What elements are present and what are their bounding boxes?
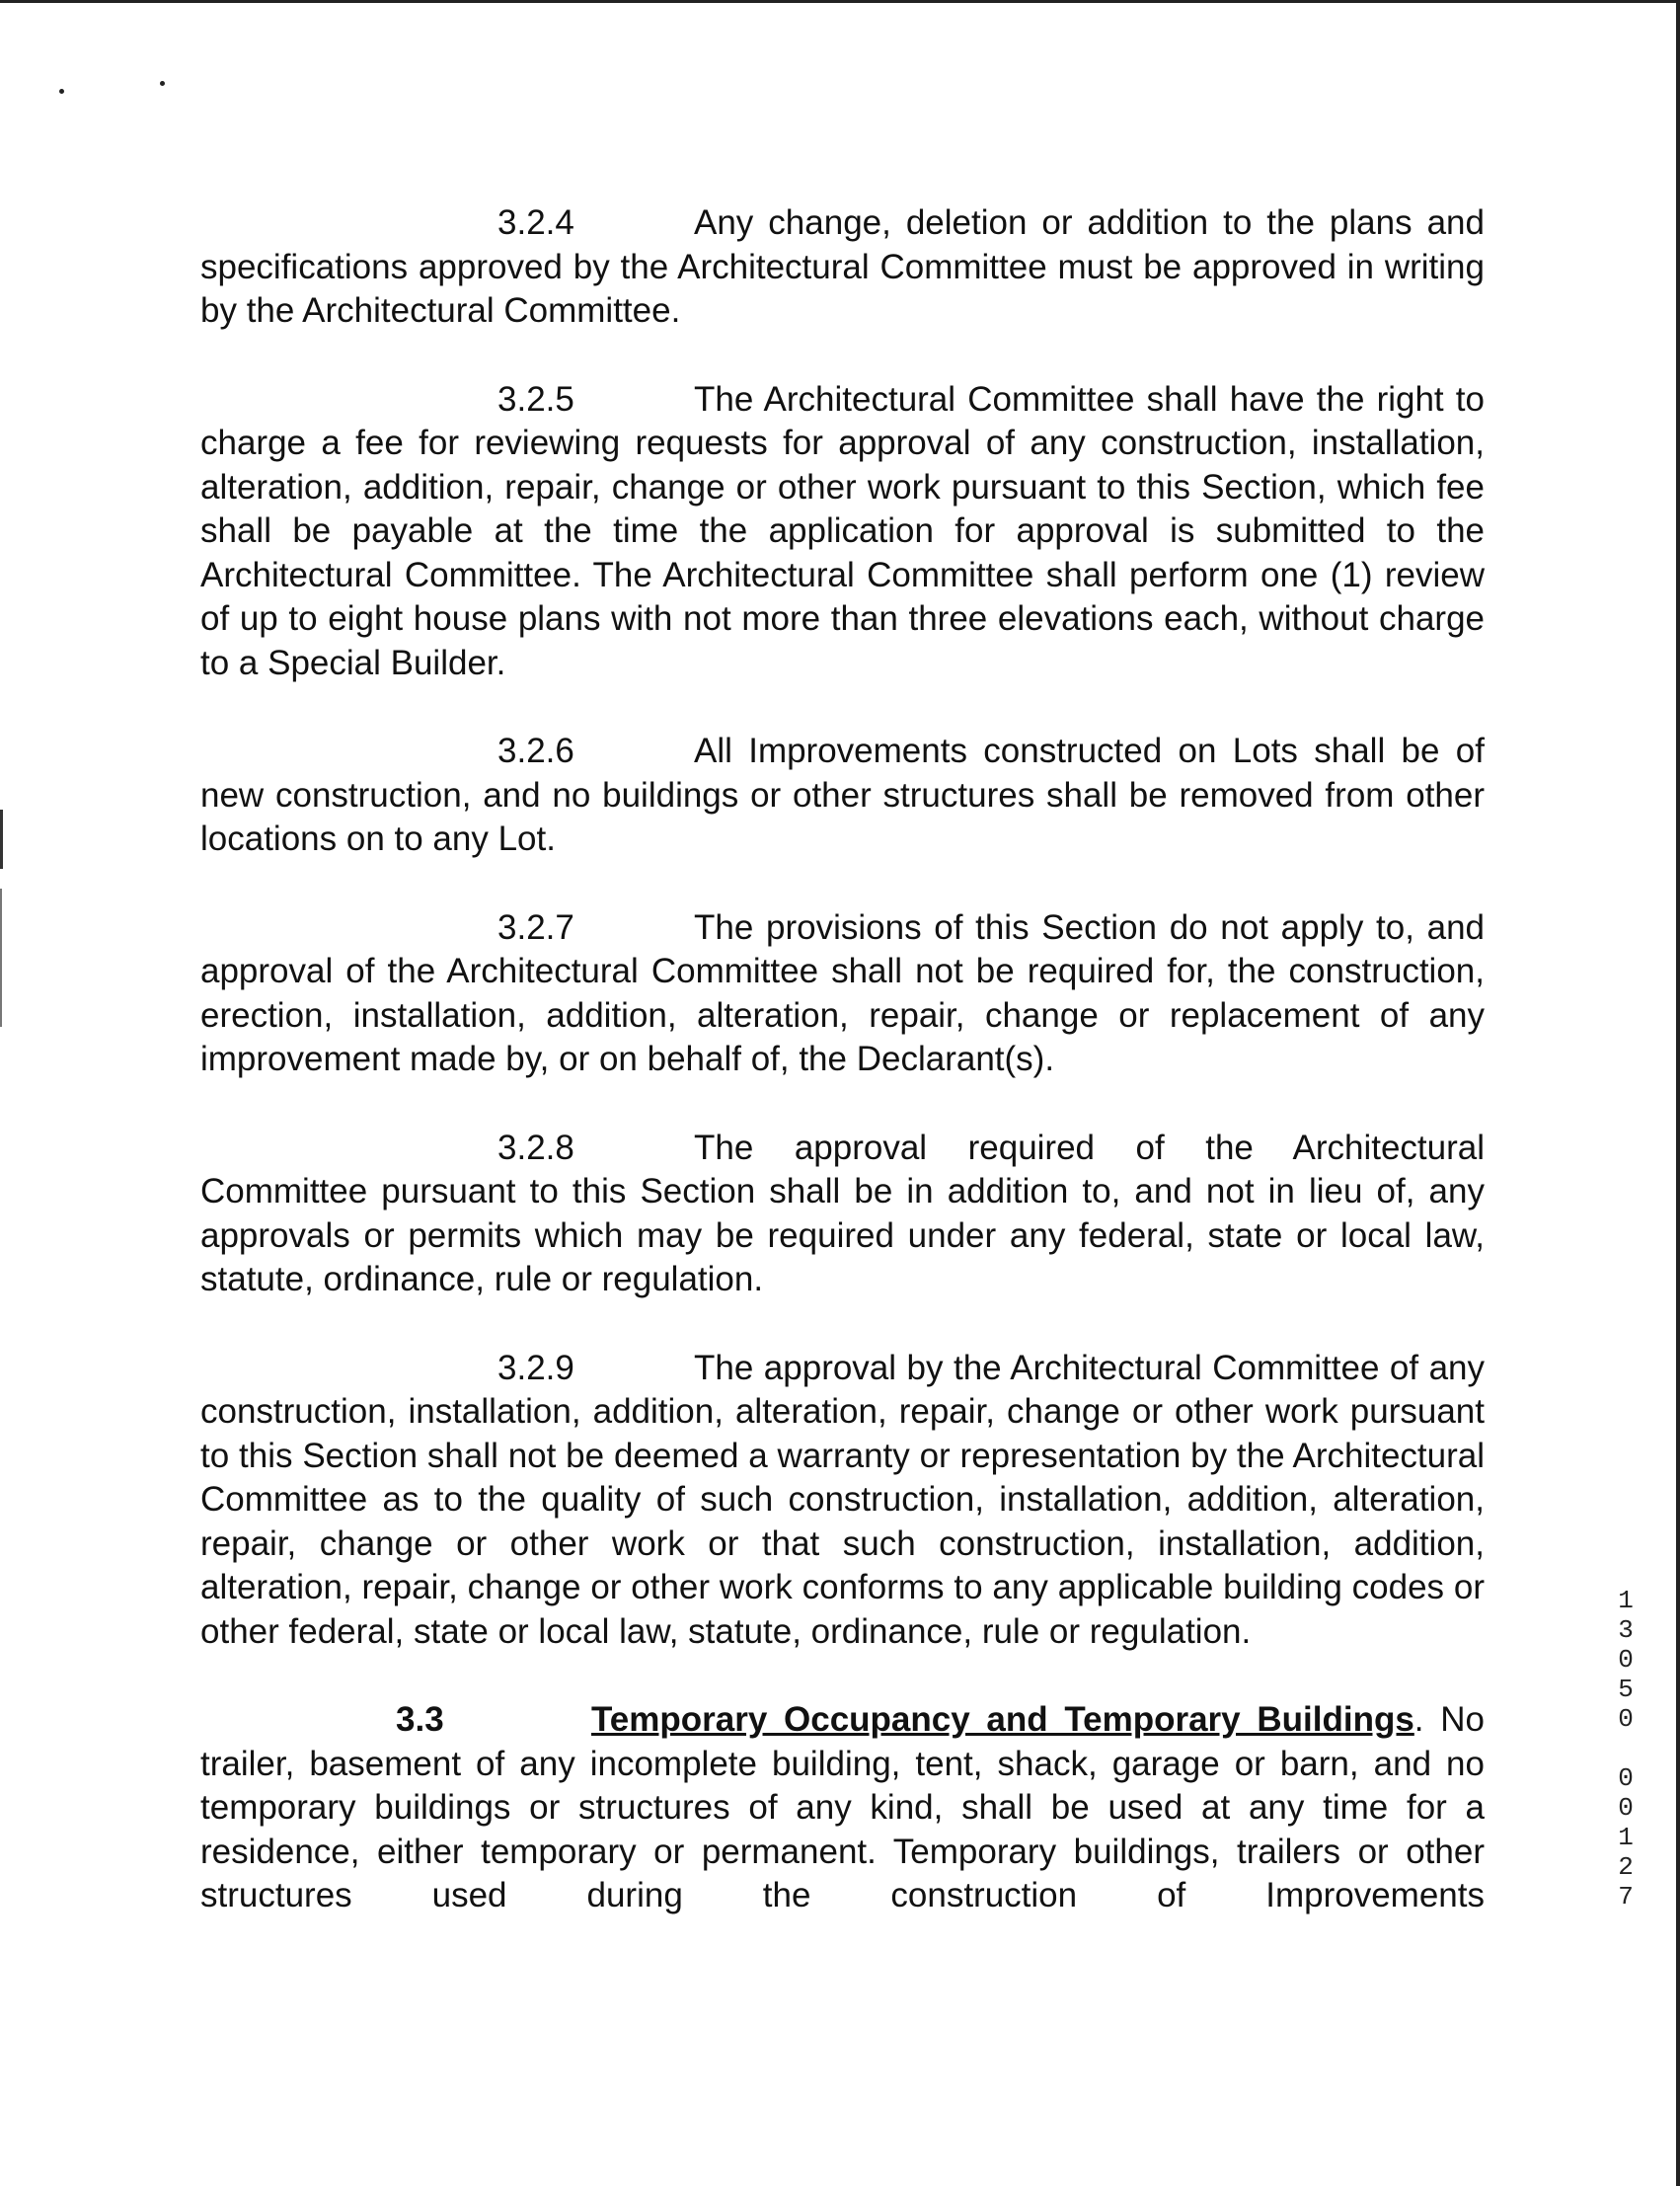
bates-digit: 7 [1618, 1882, 1634, 1912]
paragraph-number: 3.2.8 [497, 1128, 574, 1167]
bates-digit: 0 [1618, 1793, 1634, 1823]
paragraph-number: 3.2.6 [497, 732, 574, 770]
paragraph-3-2-5 [200, 378, 1485, 686]
bates-digit: 0 [1618, 1763, 1634, 1793]
section-text: No trailer, basement of any incomplete building, tent, shack, garage or barn, and no temporary buildings or structures of any kind, shall be used at any time for a residence, either temporary or permanent. Temporary buildings, trailers or other structures used during the construction of Improvements [200, 1700, 1485, 1914]
paragraph-number: 3.2.7 [497, 907, 574, 947]
bates-number [1611, 1586, 1641, 1912]
document-body [200, 201, 1485, 1963]
paragraph-text: The Architectural Committee shall have the right to charge a fee for reviewing requests for approval of any construction, installation, alteration, addition, repair, change or other work pursuant to this Section, which fee shall be payable at the time the application for approval is submitted to the Architectural Committee. The Architectural Committee shall perform one (1) review of up to eight house plans with not more than three elevations each, without charge to a Special Builder. [200, 379, 1485, 682]
bates-digit: 3 [1618, 1615, 1634, 1645]
paragraph-text: The approval by the Architectural Committee of any construction, installation, addition, alteration, repair, change or other work pursuant to this Section shall not be deemed a warranty or representation by the Architectural Committee as to the quality of such construction, installation, addition, alteration, repair, change or other work or that such construction, installation, addition, alteration, repair, change or other work conforms to any applicable building codes or other federal, state or local law, statute, ordinance, rule or regulation. [200, 1348, 1485, 1651]
paragraph-3-2-6 [200, 730, 1485, 862]
paragraph-number: 3.2.9 [497, 1348, 574, 1387]
paragraph-3-2-7 [200, 906, 1485, 1082]
bates-digit: 1 [1618, 1586, 1634, 1615]
scan-edge-left-mark [0, 810, 3, 869]
scan-edge-top [0, 0, 1680, 3]
paragraph-number: 3.2.5 [497, 379, 574, 419]
paragraph-3-2-9 [200, 1347, 1485, 1655]
bates-digit: 5 [1618, 1675, 1634, 1704]
scan-edge-left-mark [0, 889, 2, 1027]
section-title-period: . [1413, 1700, 1424, 1739]
paragraph-text: All Improvements constructed on Lots shall be of new construction, and no buildings or other structures shall be removed from other locations on to any Lot. [200, 732, 1485, 858]
scan-speck [160, 81, 165, 86]
bates-digit [1611, 1734, 1641, 1763]
bates-digit: 0 [1618, 1704, 1634, 1734]
section-title: Temporary Occupancy and Temporary Buildings [591, 1700, 1414, 1739]
scan-edge-right [1676, 0, 1680, 2186]
bates-digit: 0 [1618, 1645, 1634, 1675]
section-3-3 [200, 1698, 1485, 1918]
section-number: 3.3 [396, 1700, 444, 1739]
paragraph-3-2-8 [200, 1127, 1485, 1302]
paragraph-text: The approval required of the Architectural Committee pursuant to this Section shall be in addition to, and not in lieu of, any approvals or permits which may be required under any federal, state or local law, statute, ordinance, rule or regulation. [200, 1128, 1485, 1298]
paragraph-text: The provisions of this Section do not apply to, and approval of the Architectural Committee shall not be required for, the construction, erection, installation, addition, alteration, repair, change or replacement of any improvement made by, or on behalf of, the Declarant(s). [200, 907, 1485, 1078]
paragraph-text: Any change, deletion or addition to the plans and specifications approved by the Architectural Committee must be approved in writing by the Architectural Committee. [200, 203, 1485, 330]
scan-speck [59, 89, 64, 94]
paragraph-number: 3.2.4 [497, 203, 574, 242]
bates-digit: 2 [1618, 1852, 1634, 1882]
bates-digit: 1 [1618, 1823, 1634, 1852]
paragraph-3-2-4 [200, 201, 1485, 334]
